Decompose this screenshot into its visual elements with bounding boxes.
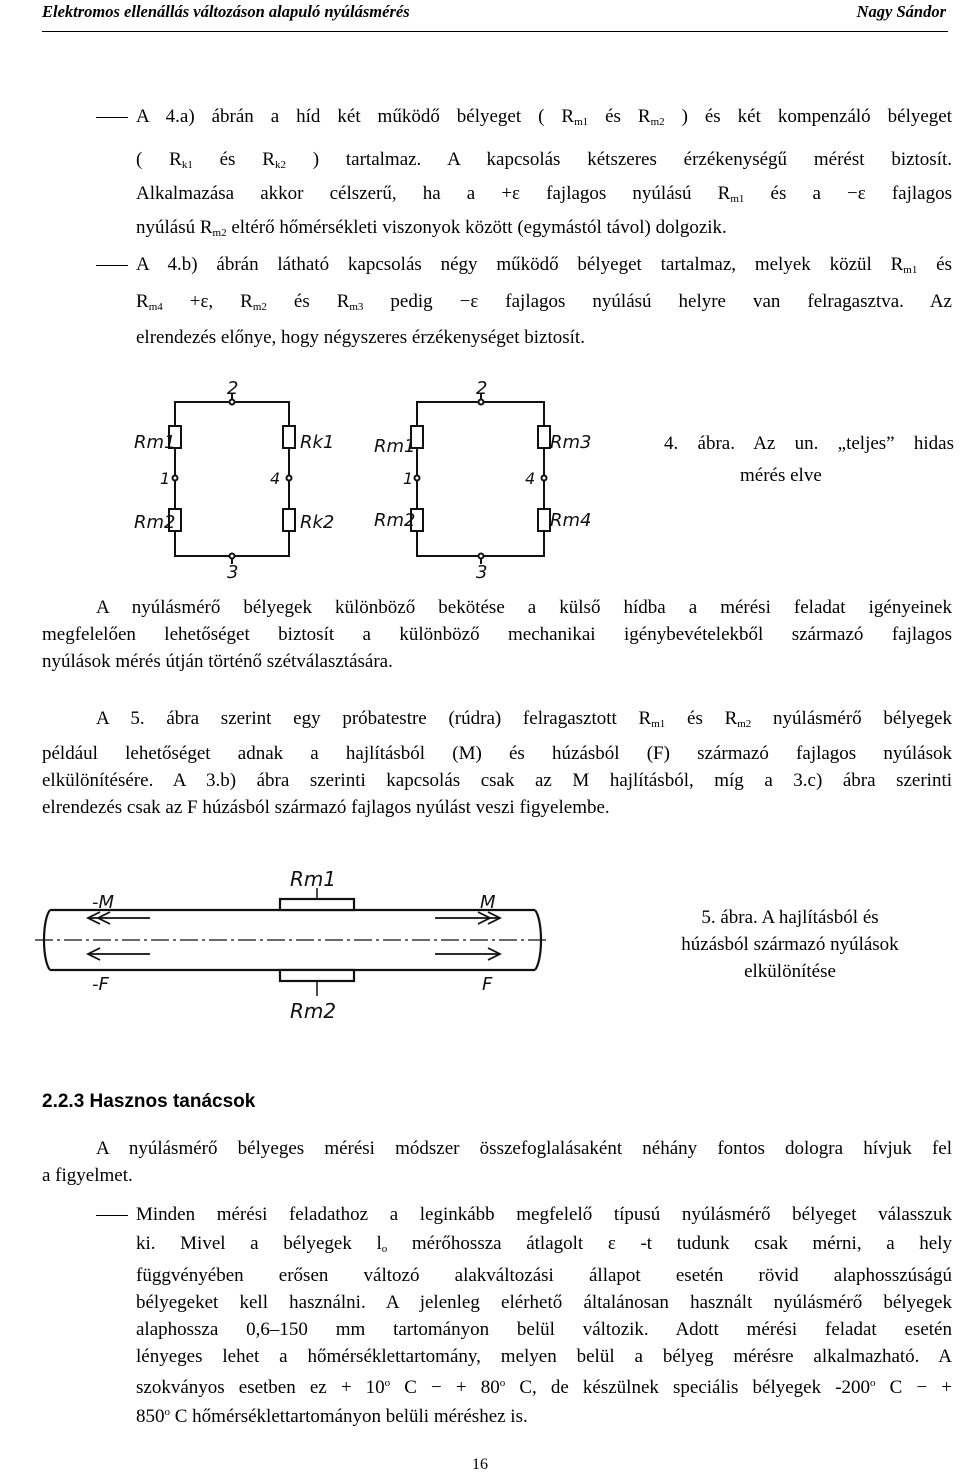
bridge-b-node-bottom: 3 bbox=[476, 562, 488, 583]
para6-line7: szokványos esetben ez + $10^o$ C − + $80^o$ C, de készülnek speciális bélyegek -200$^o$ C − + bbox=[136, 1377, 952, 1398]
dash-bullet bbox=[96, 117, 128, 118]
bridge-a-label-br: Rk2 bbox=[300, 512, 335, 533]
bridge-b-node-top: 2 bbox=[476, 378, 488, 399]
bridge-b-label-tr: Rm3 bbox=[550, 432, 592, 453]
para6-line8: 850$^o$ C hőmérséklettartományon belüli méréshez is. bbox=[136, 1406, 528, 1427]
para2-line2: $R_{m4} +\varepsilon$, $R_{m2}$ és $R_{m3}$ pedig −ε fajlagos nyúlású helyre van felragasztva. Az bbox=[136, 291, 952, 313]
para5-line1: A nyúlásmérő bélyeges mérési módszer összefoglalásaként néhány fontos dologra hívjuk fel bbox=[96, 1138, 952, 1159]
para1-line1: A 4.a) ábrán a híd két működő bélyeget ( $R_{m1}$ és $R_{m2}$ ) és két kompenzáló bélyeget bbox=[136, 106, 952, 128]
figure5-caption bbox=[640, 904, 940, 985]
bridge-b-node-right: 4 bbox=[525, 469, 536, 488]
bridge-a-node-top: 2 bbox=[227, 378, 239, 399]
para4-line3: elkülönítésére. A 3.b) ábra szerinti kapcsolás csak az M hajlításból, míg a 3.c) ábra szerinti bbox=[42, 770, 952, 791]
bridge-b-label-br: Rm4 bbox=[550, 510, 592, 531]
para5-line2: a figyelmet. bbox=[42, 1165, 133, 1186]
para6-line3: függvényében erősen változó alakváltozási állapot esetén rövid alaphosszúságú bbox=[136, 1265, 952, 1286]
figure5-caption-line1: 5. ábra. A hajlításból és bbox=[701, 907, 879, 928]
bridge-a-label-tl: Rm1 bbox=[134, 432, 176, 453]
para2-line1: A 4.b) ábrán látható kapcsolás négy működő bélyeget tartalmaz, melyek közül $R_{m1}$ és bbox=[136, 254, 952, 276]
para4-line2: például lehetőséget adnak a hajlításból (M) és húzásból (F) származó fajlagos nyúlások bbox=[42, 743, 952, 764]
bridge-a-label-tr: Rk1 bbox=[300, 432, 335, 453]
header-title: Elektromos ellenállás változáson alapuló nyúlásmérés bbox=[42, 2, 410, 21]
bridge-b-label-bl: Rm2 bbox=[374, 510, 416, 531]
para6-line4: bélyegeket kell használni. A jelenleg elérhető általánosan használt nyúlásmérő bélyegek bbox=[136, 1292, 952, 1313]
bridge-b-label-tl: Rm1 bbox=[374, 436, 416, 457]
para2-line3: elrendezés előnye, hogy négyszeres érzékenységet biztosít. bbox=[136, 327, 585, 348]
para6-line1: Minden mérési feladathoz a leginkább megfelelő típusú nyúlásmérő bélyeget válasszuk bbox=[136, 1204, 952, 1225]
figure5-left-force: -F bbox=[92, 974, 109, 995]
para1-line2: ( $R_{k1}$ és $R_{k2}$ ) tartalmaz. A kapcsolás kétszeres érzékenységű mérést biztosít. bbox=[136, 149, 953, 171]
para3-line3: nyúlások mérés útján történő szétválasztására. bbox=[42, 651, 393, 672]
figure5-right-moment: M bbox=[480, 892, 496, 913]
para4-line1: A 5. ábra szerint egy próbatestre (rúdra) felragasztott $R_{m1}$ és $R_{m2}$ nyúlásmérő bélyegek bbox=[96, 708, 952, 730]
header-rule bbox=[42, 31, 948, 32]
dash-bullet bbox=[96, 265, 128, 266]
figure4-bridges bbox=[120, 372, 600, 584]
bridge-a-label-bl: Rm2 bbox=[134, 512, 176, 533]
para3-line1: A nyúlásmérő bélyegek különböző bekötése a külső hídba a mérési feladat igényeinek bbox=[96, 597, 952, 618]
para1-line3: Alkalmazása akkor célszerű, ha a +ε fajlagos nyúlású $R_{m1}$ és a −ε fajlagos bbox=[136, 183, 953, 205]
para4-line4: elrendezés csak az F húzásból származó fajlagos nyúlást veszi figyelembe. bbox=[42, 797, 610, 818]
para6-line2: ki. Mivel a bélyegek $l_o$ mérőhossza átlagolt ε -t tudunk csak mérni, a hely bbox=[136, 1233, 952, 1255]
figure5-caption-line2: húzásból származó nyúlások bbox=[681, 934, 899, 955]
bridge-a-node-right: 4 bbox=[270, 469, 281, 488]
dash-bullet bbox=[96, 1215, 128, 1216]
figure5-label-rm1: Rm1 bbox=[290, 868, 337, 891]
bridge-b-node-left: 1 bbox=[403, 469, 414, 488]
section-heading: 2.2.3 Hasznos tanácsok bbox=[42, 1091, 256, 1112]
para3-line2: megfelelően lehetőséget biztosít a különböző mechanikai igénybevételekből származó fajlagos bbox=[42, 624, 952, 645]
para1-line4: nyúlású $R_{m2}$ eltérő hőmérsékleti viszonyok között (egymástól távol) dolgozik. bbox=[136, 217, 727, 239]
para6-line6: lényeges lehet a hőmérséklettartomány, melyen belül a bélyeg mérésre alkalmazható. A bbox=[136, 1346, 952, 1367]
page-number: 16 bbox=[472, 1456, 488, 1473]
figure5-beam bbox=[30, 868, 610, 1054]
bridge-a-node-bottom: 3 bbox=[227, 562, 239, 583]
bridge-a-node-left: 1 bbox=[160, 469, 171, 488]
figure4-caption-line2: mérés elve bbox=[740, 465, 822, 486]
figure4-caption-line1: 4. ábra. Az un. „teljes” hidas bbox=[664, 433, 954, 454]
figure5-label-rm2: Rm2 bbox=[290, 999, 337, 1023]
figure5-caption-line3: elkülönítése bbox=[744, 961, 836, 982]
figure5-right-force: F bbox=[482, 974, 493, 995]
figure5-left-moment: -M bbox=[92, 892, 115, 913]
header-author: Nagy Sándor bbox=[856, 2, 946, 21]
para6-line5: alaphossza 0,6–150 mm tartományon belül változik. Adott mérési feladat esetén bbox=[136, 1319, 952, 1340]
page-header bbox=[0, 0, 960, 36]
